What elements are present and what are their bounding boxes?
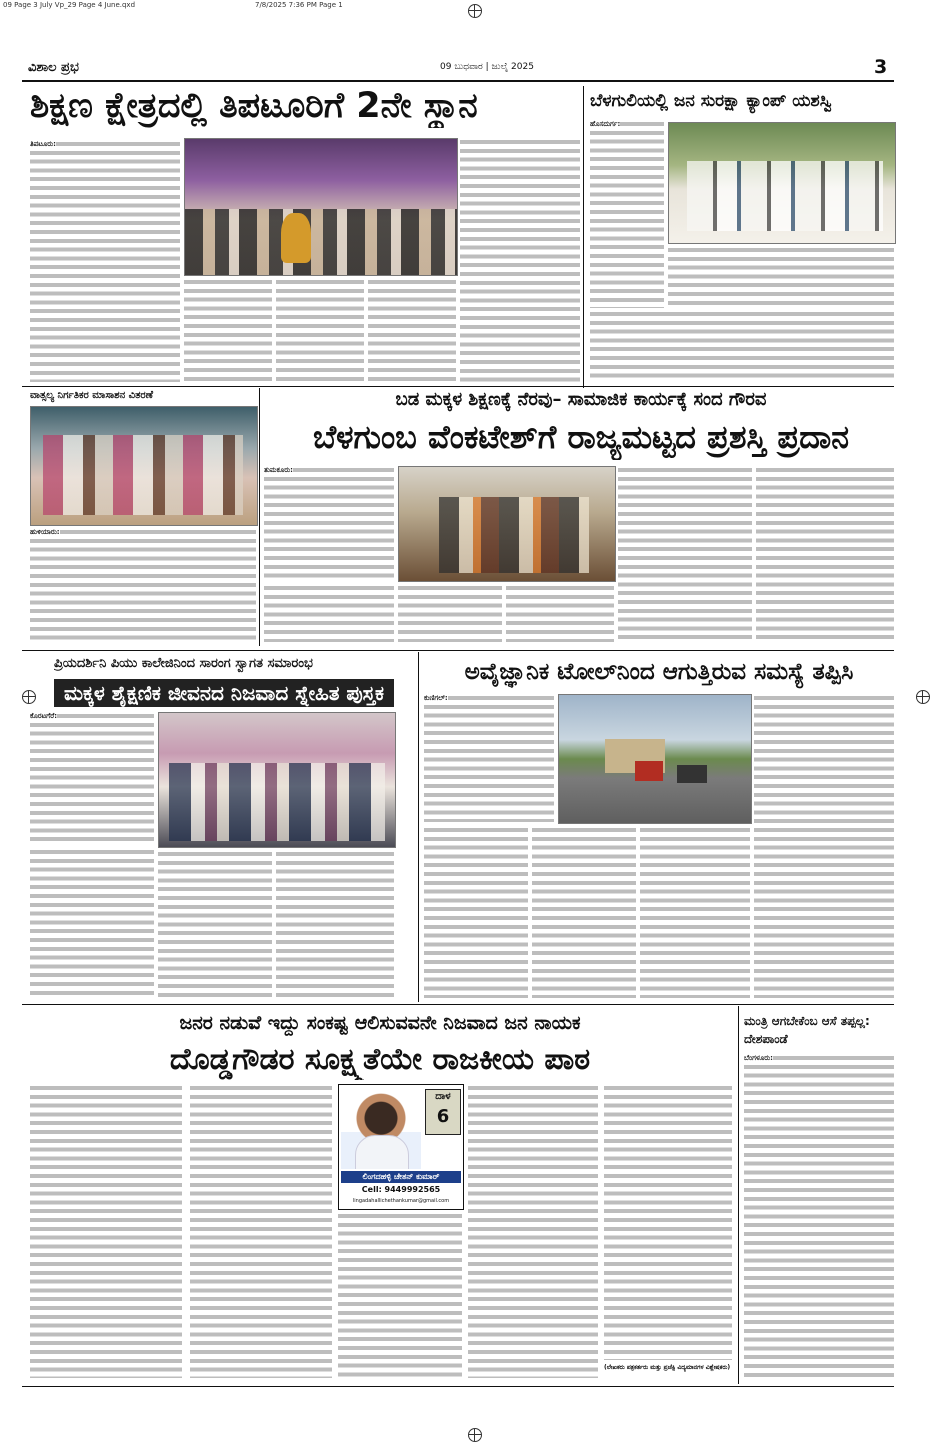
article-priyadarshini-col2 — [158, 850, 272, 998]
masthead — [22, 58, 894, 80]
author-email: lingadahallichethankumar@gmail.com — [352, 1198, 450, 1204]
headline-belaguli: ಬೆಳಗುಲಿಯಲ್ಲಿ ಜನ ಸುರಕ್ಷಾ ಕ್ಯಾಂಪ್ ಯಶಸ್ವಿ — [590, 91, 832, 111]
dateline: ತುಮಕೂರು: — [264, 466, 293, 474]
article-gowda-col4 — [468, 1084, 598, 1378]
article-minister — [744, 1054, 894, 1380]
article-gowda-col1 — [30, 1084, 182, 1378]
dateline: ತಿಪಟೂರು: — [30, 140, 56, 148]
headline-belagumba: ಬೆಳಗುಂಬ ವೆಂಕಟೇಶ್‌ಗೆ ರಾಜ್ಯಮಟ್ಟದ ಪ್ರಶಸ್ತಿ ಪ್ರದಾನ — [312, 418, 850, 456]
page-bottom-rule — [22, 1386, 894, 1387]
photo-award-ceremony — [398, 466, 616, 582]
column-rule — [259, 388, 260, 646]
author-phone: Cell: 9449992565 — [361, 1185, 441, 1194]
print-file-name: 09 Page 3 July Vp_29 Page 4 June.qxd — [3, 1, 136, 9]
author-footnote: (ಲೇಖಕರು ಪತ್ರಕರ್ತರು ಮತ್ತು ಪ್ರಜೆಕ್ಟಿ ವಿದ್ಯಮಾನಗಳ ವಿಶ್ಲೇಷಕರು) — [604, 1364, 731, 1371]
registration-mark-icon — [468, 4, 482, 18]
article-belagumba-col4 — [618, 466, 752, 642]
article-belagumba-col1b — [264, 584, 394, 642]
article-priyadarshini-col1b — [30, 848, 154, 998]
column-rule — [418, 652, 419, 1002]
article-toll-col3 — [640, 826, 750, 998]
article-toll-col1b — [424, 826, 528, 998]
photo-toll-plaza — [558, 694, 752, 824]
column-rule — [583, 86, 584, 388]
section-rule — [22, 386, 894, 387]
column-rule — [738, 1006, 739, 1384]
kicker-dodda-gowda: ಜನರ ನಡುವೆ ಇದ್ದು ಸಂಕಷ್ಟ ಆಲಿಸುವವನೇ ನಿಜವಾದ ಜನ ನಾಯಕ — [179, 1012, 581, 1034]
article-tiptur-col2 — [184, 278, 272, 382]
issue-date: 09 ಬುಧವಾರ | ಜುಲೈ 2025 — [440, 62, 534, 72]
article-tiptur-col5 — [460, 138, 580, 382]
author-name: ಲಿಂಗದಹಳ್ಳಿ ಚೇತನ್ ಕುಮಾರ್ — [341, 1171, 461, 1183]
article-priyadarshini-col3 — [276, 850, 394, 998]
newspaper-name: ವಿಶಾಲ ಪ್ರಭ — [28, 60, 79, 75]
dateline: ಕುಣಿಗಲ್: — [424, 694, 448, 702]
headline-vatsalya: ವಾತ್ಸಲ್ಯ ನಿರ್ಗತಿಕರ ಮಾಸಾಶನ ವಿತರಣೆ — [30, 390, 153, 401]
kicker-belagumba: ಬಡ ಮಕ್ಕಳ ಶಿಕ್ಷಣಕ್ಕೆ ನೆರವು– ಸಾಮಾಜಿಕ ಕಾರ್ಯಕ್ಕೆ ಸಂದ ಗೌರವ — [395, 389, 767, 410]
section-rule — [22, 1004, 894, 1005]
article-gowda-col2 — [190, 1084, 332, 1378]
article-toll-col1 — [424, 694, 554, 822]
series-badge — [425, 1089, 461, 1135]
dateline: ಹೊಸದುರ್ಗ: — [590, 120, 621, 128]
article-gowda-col5 — [604, 1084, 732, 1360]
article-belagumba-col2 — [398, 584, 502, 642]
photo-jan-suraksha-camp — [668, 122, 896, 244]
registration-mark-icon — [916, 690, 930, 704]
headline-priyadarshini: ಮಕ್ಕಳ ಶೈಕ್ಷಣಿಕ ಜೀವನದ ನಿಜವಾದ ಸ್ನೇಹಿತ ಪುಸ್ತಕ — [54, 679, 394, 707]
author-box — [338, 1084, 464, 1210]
photo-vatsalya-pension — [30, 406, 258, 526]
dateline: ಹುಳಿಯಾರು: — [30, 528, 60, 536]
article-tiptur-col3 — [276, 278, 364, 382]
kicker-priyadarshini: ಪ್ರಿಯದರ್ಶಿನಿ ಪಿಯು ಕಾಲೇಜಿನಿಂದ ಸಾರಂಗ ಸ್ವಾಗತ ಸಮಾರಂಭ — [54, 656, 313, 671]
article-belagumba-col5 — [756, 466, 894, 642]
author-photo — [341, 1087, 421, 1169]
article-tiptur-col4 — [368, 278, 456, 382]
article-toll-col4 — [754, 694, 894, 998]
article-belagumba-col1 — [264, 466, 394, 580]
headline-tiptur: ಶಿಕ್ಷಣ ಕ್ಷೇತ್ರದಲ್ಲಿ ತಿಪಟೂರಿಗೆ 2ನೇ ಸ್ಥಾನ — [30, 86, 478, 126]
article-priyadarshini-col1 — [30, 712, 154, 844]
section-rule — [22, 650, 894, 651]
photo-college-welcome — [158, 712, 396, 848]
headline-dodda-gowda: ದೊಡ್ಡಗೌಡರ ಸೂಕ್ಷ್ಮತೆಯೇ ರಾಜಕೀಯ ಪಾಠ — [169, 1042, 591, 1077]
series-number: 6 — [436, 1106, 450, 1127]
headline-toll: ಅವೈಜ್ಞಾನಿಕ ಟೋಲ್‌ನಿಂದ ಆಗುತ್ತಿರುವ ಸಮಸ್ಯೆ ತಪ್ಪಿಸಿ — [464, 659, 854, 685]
registration-mark-icon — [468, 1428, 482, 1442]
masthead-rule — [22, 80, 894, 82]
registration-mark-icon — [22, 690, 36, 704]
article-tiptur-col1 — [30, 140, 180, 382]
article-gowda-col3 — [338, 1212, 462, 1378]
article-belaguli-col2 — [668, 246, 894, 306]
dateline: ಬೆಂಗಳೂರು: — [744, 1054, 773, 1062]
article-toll-col2 — [532, 826, 636, 998]
article-belagumba-col3 — [506, 584, 614, 642]
dateline: ಕೊರಟಗೆರೆ: — [30, 712, 58, 720]
print-timestamp: 7/8/2025 7:36 PM Page 1 — [255, 1, 343, 9]
article-belaguli-col3 — [590, 310, 894, 382]
article-vatsalya — [30, 528, 256, 642]
page-number: 3 — [874, 56, 888, 78]
article-belaguli-col1 — [590, 120, 664, 308]
series-label: ದಾಳ — [435, 1091, 451, 1102]
photo-tiptur-award-stage — [184, 138, 458, 276]
headline-minister: ಮಂತ್ರಿ ಆಗಬೇಕೆಂಬ ಆಸೆ ತಪ್ಪಲ್ಲ: ದೇಶಪಾಂಡೆ — [744, 1014, 870, 1046]
